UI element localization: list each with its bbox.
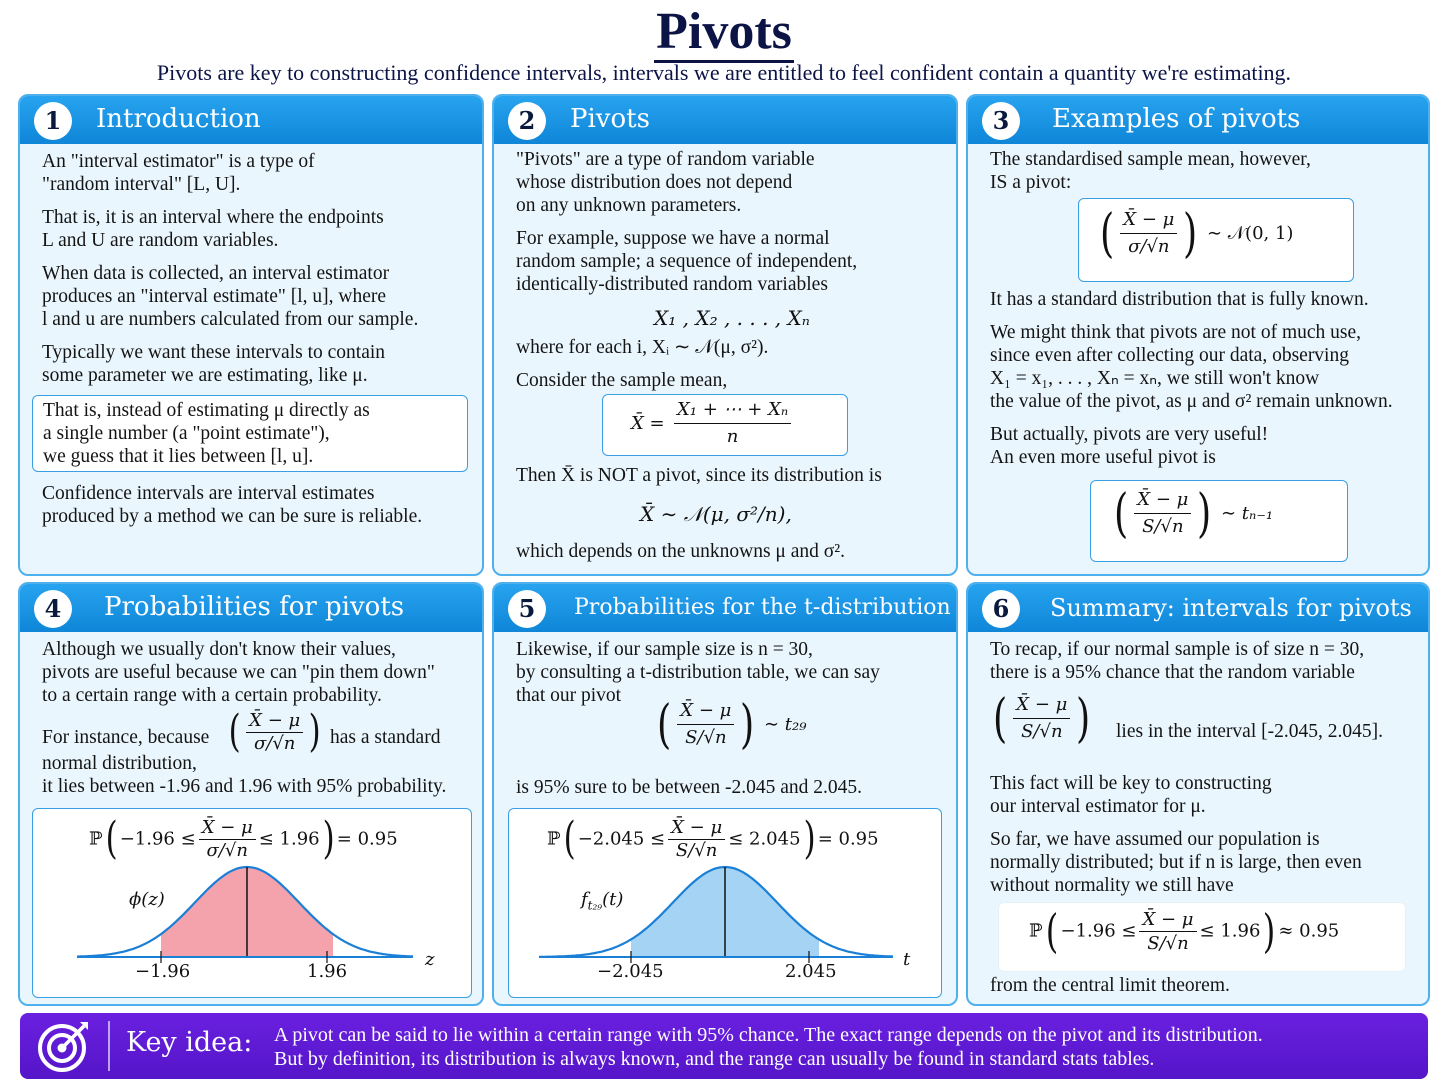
text-line: on any unknown parameters. — [516, 195, 742, 216]
panel-title: Probabilities for pivots — [104, 592, 405, 622]
fraction-numerator: X̄ − μ — [677, 698, 734, 725]
text-line: random sample; a sequence of independent, — [516, 251, 858, 272]
text-line: An "interval estimator" is a type of — [42, 151, 315, 172]
text-line: X₁ = x₁, . . . , Xₙ = xₙ, we still won't know — [990, 368, 1320, 389]
text-line: Likewise, if our sample size is n = 30, — [516, 639, 813, 660]
paren-right: ) — [1076, 688, 1091, 749]
pivot-box-normal — [1078, 198, 1354, 282]
fraction-denominator: σ/√n — [253, 732, 296, 754]
fraction-numerator: X₁ + ⋯ + Xₙ — [674, 397, 791, 424]
panel-header — [20, 96, 482, 144]
paren-right: ) — [803, 813, 816, 864]
text-line: since even after collecting our data, observing — [990, 345, 1349, 366]
curve-label-sub: t₂₉ — [587, 898, 603, 913]
tick-label-right: 2.045 — [785, 961, 837, 982]
panel-examples — [966, 94, 1430, 576]
text-line: When data is collected, an interval estimator — [42, 263, 390, 284]
t-curve-plot — [509, 809, 943, 999]
prob-upper: ≤ 2.045 — [728, 828, 801, 850]
panel-header — [968, 584, 1428, 632]
clt-box — [998, 902, 1406, 972]
pivot-equation-normal — [1097, 203, 1294, 264]
key-idea-label: Key idea: — [126, 1027, 253, 1058]
key-idea-line: A pivot can be said to lie within a certain range with 95% chance. The exact range depends on the pivot and its distribution. — [274, 1024, 1263, 1046]
eq-rhs: ∼ t₂₉ — [764, 714, 807, 735]
prob-lower: −1.96 ≤ — [1060, 920, 1137, 942]
panel-number: 2 — [508, 102, 546, 140]
panel-header — [494, 584, 956, 632]
fraction — [677, 698, 734, 751]
text-line: our interval estimator for μ. — [990, 796, 1206, 817]
paren-left: ( — [563, 813, 576, 864]
text-line: For example, suppose we have a normal — [516, 228, 830, 249]
panel-body — [990, 148, 1416, 204]
fraction-numerator: X̄ − μ — [199, 817, 256, 840]
text-line: We might think that pivots are not of much use, — [990, 322, 1362, 343]
fraction — [674, 397, 791, 450]
prob-value: ≈ 0.95 — [1278, 920, 1340, 942]
panel-probabilities-t — [492, 582, 958, 1006]
text-line: to a certain range with a certain probability. — [42, 685, 382, 706]
inline-pivot — [226, 706, 323, 758]
text-line: normally distributed; but if n is large, then even — [990, 852, 1362, 873]
text-line: from the central limit theorem. — [990, 975, 1230, 996]
fraction-denominator: n — [726, 426, 739, 447]
panel-probabilities-pivots — [18, 582, 484, 1006]
text-line: it lies between -1.96 and 1.96 with 95% probability. — [42, 776, 447, 797]
eq-lhs: X̄ = — [631, 413, 665, 434]
text-line: So far, we have assumed our population is — [990, 829, 1320, 850]
text-line: produced by a method we can be sure is reliable. — [42, 506, 423, 527]
text-line: whose distribution does not depend — [516, 172, 793, 193]
eq-rhs: ∼ tₙ₋₁ — [1221, 503, 1274, 524]
panel-number: 5 — [508, 590, 546, 628]
fraction-numerator: X̄ − μ — [668, 817, 725, 840]
highlight-box — [32, 395, 468, 472]
panel-pivots — [492, 94, 958, 576]
tick-label-right: 1.96 — [307, 961, 348, 982]
text-line: That is, instead of estimating μ directly as — [43, 400, 370, 421]
prob-upper: ≤ 1.96 — [1199, 920, 1261, 942]
prob-value: = 0.95 — [336, 828, 398, 850]
text-line: This fact will be key to constructing — [990, 773, 1272, 794]
panel-body — [990, 638, 1416, 684]
paren-left: ( — [105, 813, 118, 864]
prob-lower: −2.045 ≤ — [577, 828, 666, 850]
eq-rhs: ∼ 𝒩(0, 1) — [1207, 223, 1294, 244]
fraction-numerator: X̄ − μ — [1120, 207, 1177, 234]
text-line: L and U are random variables. — [42, 230, 279, 251]
curve-label-main: f — [581, 889, 588, 910]
text-line: some parameter we are estimating, like μ. — [42, 365, 368, 386]
panel-body — [1116, 720, 1416, 743]
panel-body — [516, 776, 944, 799]
text-line: An even more useful pivot is — [990, 447, 1216, 468]
fraction-denominator: S/√n — [1142, 516, 1184, 537]
t-plot-box — [508, 808, 942, 998]
fraction — [1120, 207, 1177, 260]
axis-label: t — [903, 949, 911, 970]
paren-left: ( — [993, 688, 1008, 749]
panel-header — [20, 584, 482, 632]
text-line: has a standard — [330, 727, 441, 748]
paren-right: ) — [740, 694, 755, 755]
text-line: normal distribution, — [42, 753, 197, 774]
prob-upper: ≤ 1.96 — [258, 828, 320, 850]
text-line: by consulting a t-distribution table, we can say — [516, 662, 880, 683]
text-line: where for each i, Xᵢ ∼ 𝒩(μ, σ²). — [516, 337, 769, 358]
curve-label: ϕ(z) — [129, 889, 165, 910]
text-line: For instance, because — [42, 727, 210, 748]
text-line: To recap, if our normal sample is of size n = 30, — [990, 639, 1365, 660]
panel-body — [990, 974, 1416, 997]
pivot-box-t — [1090, 480, 1348, 562]
curve-label — [581, 889, 623, 913]
paren-right: ) — [1183, 203, 1198, 264]
text-line: "Pivots" are a type of random variable — [516, 149, 815, 170]
panel-body — [990, 772, 1416, 907]
paren-left: ( — [1045, 904, 1058, 958]
prob-lower: −1.96 ≤ — [119, 828, 196, 850]
summary-pivot — [990, 688, 1094, 749]
sample-mean-box — [602, 394, 848, 456]
text-line: Confidence intervals are interval estimates — [42, 483, 375, 504]
text-line: That is, it is an interval where the endpoints — [42, 207, 384, 228]
panel-title: Summary: intervals for pivots — [1050, 594, 1412, 622]
key-idea-bar — [20, 1013, 1428, 1079]
pivot-equation-t — [1111, 483, 1274, 544]
fraction — [1013, 692, 1070, 745]
paren-left: ( — [1114, 483, 1129, 544]
text-line: we guess that it lies between [l, u]. — [43, 446, 314, 467]
tick-label-left: −1.96 — [135, 961, 191, 982]
panel-summary — [966, 582, 1430, 1006]
axis-label: z — [425, 949, 435, 970]
normal-plot-box — [32, 808, 472, 998]
panel-header — [494, 96, 956, 144]
panel-title: Introduction — [96, 104, 261, 134]
text-line: there is a 95% chance that the random variable — [990, 662, 1355, 683]
target-icon — [34, 1016, 94, 1076]
t-pivot-equation — [654, 694, 807, 755]
fraction-denominator: S/√n — [685, 727, 727, 748]
fraction-numerator: X̄ − μ — [1139, 908, 1196, 932]
prob-symbol: ℙ — [547, 828, 561, 850]
prob-symbol: ℙ — [1029, 920, 1043, 942]
key-divider — [108, 1021, 110, 1071]
text-line: lies in the interval [-2.045, 2.045]. — [1116, 721, 1383, 742]
text-line: Consider the sample mean, — [516, 370, 728, 391]
panel-introduction — [18, 94, 484, 576]
fraction — [1134, 487, 1191, 540]
text-line: It has a standard distribution that is fully known. — [990, 289, 1369, 310]
panel-number: 3 — [982, 102, 1020, 140]
prob-value: = 0.95 — [817, 828, 879, 850]
prob-symbol: ℙ — [89, 828, 103, 850]
text-line: But actually, pivots are very useful! — [990, 424, 1269, 445]
paren-left: ( — [1100, 203, 1115, 264]
fraction-denominator: S/√n — [1021, 721, 1063, 742]
text-line: Then X̄ is NOT a pivot, since its distribution is — [516, 465, 882, 486]
key-idea-line: But by definition, its distribution is always known, and the range can usually be found in standard stats tables. — [274, 1048, 1155, 1070]
distribution-equation: X̄ ∼ 𝒩(μ, σ²/n), — [640, 502, 792, 526]
text-line: identically-distributed random variables — [516, 274, 828, 295]
fraction-denominator: S/√n — [1147, 932, 1189, 954]
panel-number: 4 — [34, 590, 72, 628]
text-line: the value of the pivot, as μ and σ² remain unknown. — [990, 391, 1393, 412]
text-line: that our pivot — [516, 685, 622, 706]
panel-body — [516, 148, 944, 306]
key-idea-text — [274, 1023, 1263, 1071]
sample-mean-equation — [631, 397, 794, 450]
panel-number: 6 — [982, 590, 1020, 628]
panel-body — [516, 336, 944, 402]
paren-left: ( — [657, 694, 672, 755]
panel-body — [990, 288, 1416, 479]
tick-label-left: −2.045 — [597, 961, 664, 982]
fraction-denominator: σ/√n — [206, 839, 248, 861]
text-line: produces an "interval estimate" [l, u], where — [42, 286, 387, 307]
paren-right: ) — [308, 706, 321, 757]
paren-right: ) — [322, 813, 335, 864]
text-line: which depends on the unknowns μ and σ². — [516, 541, 846, 562]
paren-right: ) — [1197, 483, 1212, 544]
panel-body — [42, 150, 470, 538]
fraction-denominator: σ/√n — [1128, 236, 1170, 257]
panel-header — [968, 96, 1428, 144]
panel-body — [516, 464, 944, 497]
fraction — [1139, 908, 1196, 955]
panel-body — [42, 752, 470, 798]
text-line: Although we usually don't know their values, — [42, 639, 396, 660]
clt-equation — [1029, 905, 1339, 957]
text-line: IS a pivot: — [990, 172, 1072, 193]
fraction-denominator: S/√n — [675, 839, 718, 861]
fraction-numerator: X̄ − μ — [1013, 692, 1070, 719]
panel-body — [516, 540, 944, 573]
fraction-numerator: X̄ − μ — [246, 710, 303, 733]
text-line: "random interval" [L, U]. — [42, 174, 241, 195]
curve-label-arg: (t) — [602, 889, 624, 910]
fraction-numerator: X̄ − μ — [1134, 487, 1191, 514]
sequence-equation: X₁ , X₂ , . . . , Xₙ — [654, 306, 810, 330]
normal-curve-plot — [33, 809, 473, 999]
text-line: a single number (a "point estimate"), — [43, 423, 330, 444]
text-line: pivots are useful because we can "pin them down" — [42, 662, 435, 683]
text-line: Typically we want these intervals to contain — [42, 342, 386, 363]
panel-title: Probabilities for the t-distribution — [574, 595, 951, 620]
panel-number: 1 — [34, 102, 72, 140]
panel-body — [516, 638, 944, 707]
page-title: Pivots — [0, 2, 1448, 61]
paren-right: ) — [1263, 904, 1276, 958]
panel-title: Pivots — [570, 104, 650, 134]
fraction — [246, 710, 303, 755]
text-line: without normality we still have — [990, 875, 1234, 896]
paren-left: ( — [228, 706, 241, 757]
text-line: The standardised sample mean, however, — [990, 149, 1311, 170]
panel-body — [330, 726, 470, 749]
panel-title: Examples of pivots — [1052, 104, 1301, 134]
text-line: is 95% sure to be between -2.045 and 2.045. — [516, 777, 863, 798]
page-subtitle: Pivots are key to constructing confidence intervals, intervals we are entitled to feel confident contain a quantity we're estimating. — [156, 60, 1292, 85]
text-line: l and u are numbers calculated from our sample. — [42, 309, 419, 330]
